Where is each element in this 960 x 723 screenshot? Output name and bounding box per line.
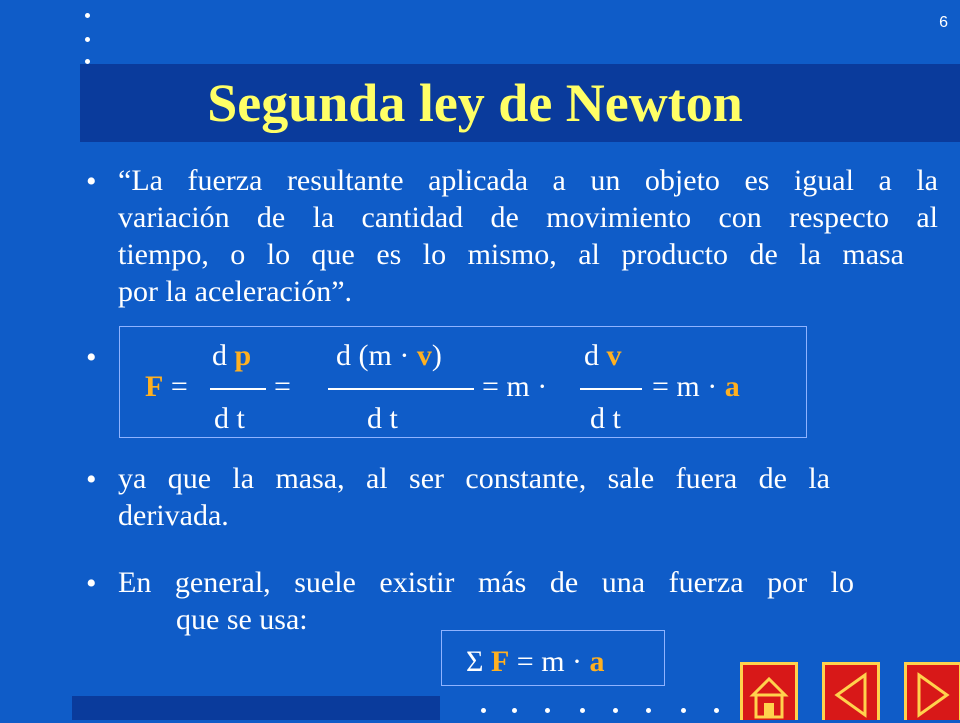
formula-numerator-1 xyxy=(212,339,251,373)
next-button[interactable] xyxy=(904,662,960,720)
sum-formula xyxy=(466,645,605,679)
formula-end xyxy=(652,370,740,404)
bullet-marker: • xyxy=(86,165,97,198)
bullet-marker: • xyxy=(86,341,97,374)
formula-denominator-1: d t xyxy=(214,402,245,435)
mass-paragraph xyxy=(118,460,830,534)
formula-d: d xyxy=(584,339,599,372)
formula-v: v xyxy=(606,339,622,372)
decor-dot xyxy=(85,37,90,42)
formula-num2-close: ) xyxy=(431,339,442,372)
decor-dot xyxy=(646,708,651,713)
paragraph-line: En general, suele existir más de una fuerza por lo xyxy=(118,566,854,599)
paragraph-line: tiempo, o lo que es lo mismo, al producto de la masa xyxy=(118,238,904,271)
formula-numerator-2 xyxy=(336,339,442,373)
triangle-left-icon xyxy=(825,665,877,723)
decor-dot xyxy=(681,708,686,713)
home-button[interactable] xyxy=(740,662,798,720)
formula-num2-open: d (m · xyxy=(336,339,410,372)
fraction-bar xyxy=(580,388,642,390)
formula-equals: = xyxy=(170,370,188,403)
formula-end-text: = m · xyxy=(652,370,718,403)
formula-denominator-3: d t xyxy=(590,402,621,435)
bullet-marker: • xyxy=(86,463,97,496)
formula-mid: = m · xyxy=(482,370,548,403)
paragraph-line: derivada. xyxy=(118,499,229,532)
bottom-bar xyxy=(72,696,440,720)
formula-a: a xyxy=(724,370,740,403)
home-icon xyxy=(743,665,795,723)
paragraph-line: “La fuerza resultante aplicada a un objeto es igual a la xyxy=(118,164,938,197)
paragraph-line: ya que la masa, al ser constante, sale fuera de la xyxy=(118,462,830,495)
formula-f: F xyxy=(145,370,164,403)
decor-dot xyxy=(512,708,517,713)
sigma-symbol: Σ xyxy=(466,645,484,678)
formula-a: a xyxy=(589,645,605,678)
fraction-bar xyxy=(328,388,474,390)
slide-title: Segunda ley de Newton xyxy=(207,73,743,133)
formula-d: d xyxy=(212,339,227,372)
definition-paragraph xyxy=(118,162,938,310)
decor-dot xyxy=(714,708,719,713)
formula-v: v xyxy=(416,339,432,372)
general-paragraph xyxy=(118,564,858,638)
formula-lhs xyxy=(145,370,188,404)
formula-equals: = xyxy=(274,370,291,403)
slide-number: 6 xyxy=(939,14,948,31)
decor-dot xyxy=(481,708,486,713)
decor-dot xyxy=(580,708,585,713)
previous-button[interactable] xyxy=(822,662,880,720)
paragraph-line: que se usa: xyxy=(176,603,308,636)
decor-dot xyxy=(613,708,618,713)
decor-dot xyxy=(85,13,90,18)
formula-f: F xyxy=(490,645,510,678)
sum-formula-rest: = m · xyxy=(516,645,583,678)
triangle-right-icon xyxy=(907,665,959,723)
bullet-marker: • xyxy=(86,567,97,600)
decor-dot xyxy=(545,708,550,713)
formula-p: p xyxy=(234,339,252,372)
formula-denominator-2: d t xyxy=(367,402,398,435)
paragraph-line: por la aceleración”. xyxy=(118,275,353,308)
paragraph-line: variación de la cantidad de movimiento con respecto al xyxy=(118,201,938,234)
fraction-bar xyxy=(210,388,266,390)
formula-numerator-3 xyxy=(584,339,622,373)
